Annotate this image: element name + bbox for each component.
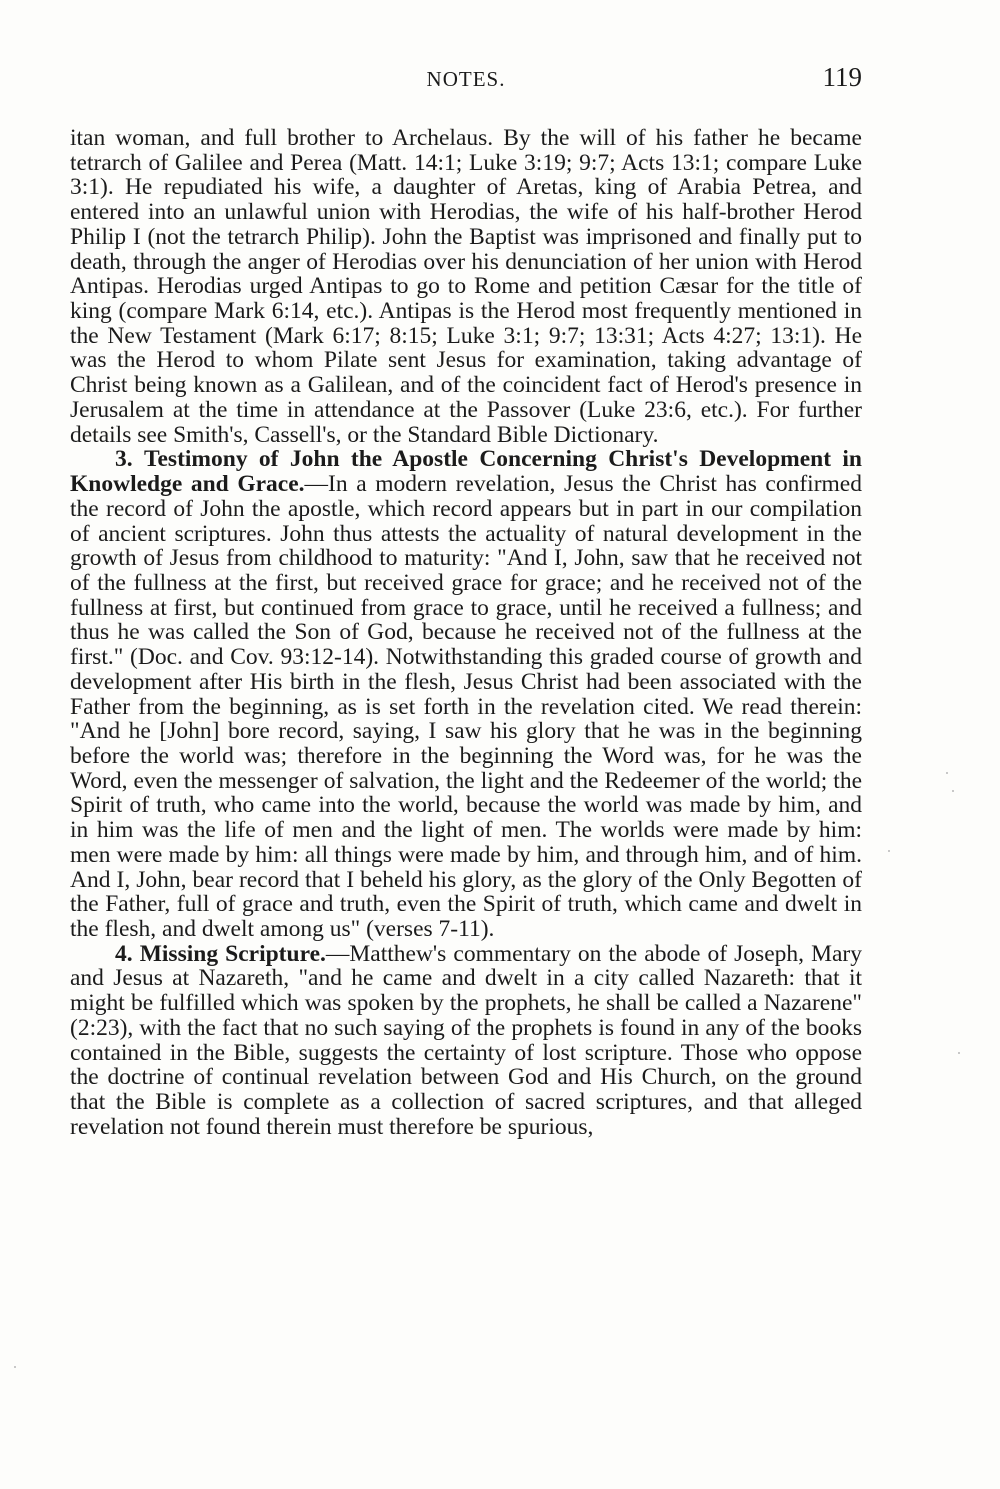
paper-speck (958, 1052, 960, 1054)
note-3-paragraph (70, 447, 862, 941)
note-number: 4. (115, 940, 133, 967)
paragraph-text: itan woman, and full brother to Archelaus. By the will of his father he became tetrarch of Galilee and Perea (Matt. 14:1; Luke 3:19; 9:7; Acts 13:1; compare Luke 3:1). He repudiated his wife, a daughter of Aretas, king of Arabia Petrea, and entered into an unlawful union with Herodias, the wife of his half-brother Herod Philip I (not the tetrarch Philip). John the Baptist was imprisoned and finally put to death, through the anger of Herodias over his denunciation of her union with Herod Antipas. Herodias urged Antipas to go to Rome and petition Cæsar for the title of king (compare Mark 6:14, etc.). Antipas is the Herod most frequently mentioned in the New Testament (Mark 6:17; 8:15; Luke 3:1; 9:7; 13:31; Acts 4:27; 13:1). He was the Herod to whom Pilate sent Jesus for examination, taking advantage of Christ being known as a Galilean, and of the coincident fact of Herod's presence in Jerusalem at the time in attendance at the Passover (Luke 23:6, etc.). For further details see Smith's, Cassell's, or the Standard Bible Dictionary. (70, 125, 862, 448)
paragraph-continuation (70, 126, 862, 447)
paper-speck (946, 772, 948, 774)
note-number: 3. (115, 446, 133, 473)
paper-speck (14, 1366, 16, 1368)
note-heading: Missing Scripture. (139, 940, 326, 967)
paragraph-text: —Matthew's commentary on the abode of Joseph, Mary and Jesus at Nazareth, "and he came and dwelt in a city called Nazareth: that it might be fulfilled which was spoken by the prophets, he shall be called a Nazarene" (2:23), with the fact that no such saying of the prophets is found in any of the books contained in the Bible, suggests the certainty of lost scripture. Those who oppose the doctrine of continual revelation between God and His Church, on the ground that the Bible is complete as a collection of sacred scriptures, and that alleged revelation not found therein must therefore be spurious, (70, 940, 862, 1140)
running-head: NOTES. (426, 67, 506, 91)
page-header (70, 64, 862, 94)
paper-speck (888, 850, 890, 852)
note-heading: Testimony of John the Apostle Concerning Christ's Development in Knowledge and Grace. (70, 446, 862, 498)
paragraph-text: —In a modern revelation, Jesus the Christ has confirmed the record of John the apostle, which record appears but in part in our compilation of ancient scriptures. John thus attests the actuality of natural development in the growth of Jesus from childhood to maturity: "And I, John, saw that he received not of the fullness at the first, but received grace for grace; and he received not of the fullness at first, but continued from grace to grace, until he received a fullness; and thus he was called the Son of God, because he received not of the fullness at the first." (Doc. and Cov. 93:12-14). Notwithstanding this graded course of growth and development after His birth in the flesh, Jesus Christ had been associated with the Father from the beginning, as is set forth in the revelation cited. We read therein: "And he [John] bore record, saying, I saw his glory that he was in the beginning before the world was; therefore in the beginning the Word was, for he was the Word, even the messenger of salvation, the light and the Redeemer of the world; the Spirit of truth, who came into the world, because the world was made by him, and in him was the life of men and the light of men. The worlds were made by him: men were made by him: all things were made by him, and through him, and of him. And I, John, bear record that I beheld his glory, as the glory of the Only Begotten of the Father, full of grace and truth, even the Spirit of truth, which came and dwelt in the flesh, and dwelt among us" (verses 7-11). (70, 471, 862, 942)
paper-speck (952, 790, 954, 792)
body-text (70, 126, 862, 1139)
note-4-paragraph (70, 942, 862, 1140)
page-number: 119 (822, 62, 862, 92)
